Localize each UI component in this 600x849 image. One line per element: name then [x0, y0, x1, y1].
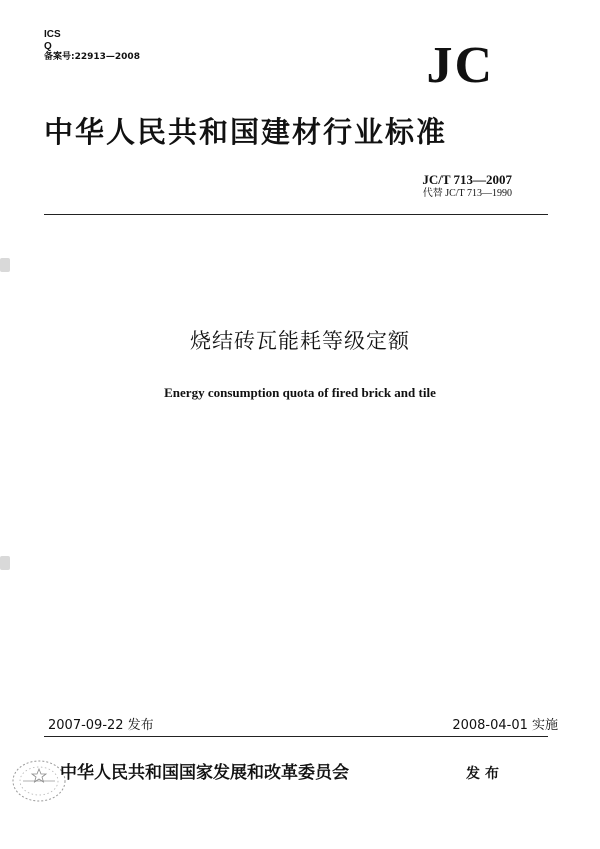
issuing-authority: 中华人民共和国国家发展和改革委员会	[60, 763, 349, 783]
ics-q-label: Q	[44, 41, 52, 52]
implementation-date: 2008-04-01 实施	[452, 718, 558, 733]
standard-number: JC/T 713—2007	[422, 172, 512, 187]
filing-number: 备案号:22913—2008	[44, 52, 140, 62]
document-title-en: Energy consumption quota of fired brick and tile	[164, 385, 436, 400]
standard-category: 中华人民共和国建材行业标准	[44, 115, 448, 149]
publish-label: 发布	[466, 766, 504, 782]
jc-mark: JC	[426, 37, 494, 94]
scan-mark	[0, 556, 10, 570]
scan-mark	[0, 258, 10, 272]
issue-date: 2007-09-22 发布	[48, 718, 154, 733]
document-title-cn: 烧结砖瓦能耗等级定额	[190, 329, 410, 353]
header-divider	[44, 214, 548, 215]
replaces-standard: 代替 JC/T 713—1990	[422, 188, 512, 199]
ics-label: ICS	[44, 29, 61, 40]
footer-divider	[44, 736, 548, 737]
